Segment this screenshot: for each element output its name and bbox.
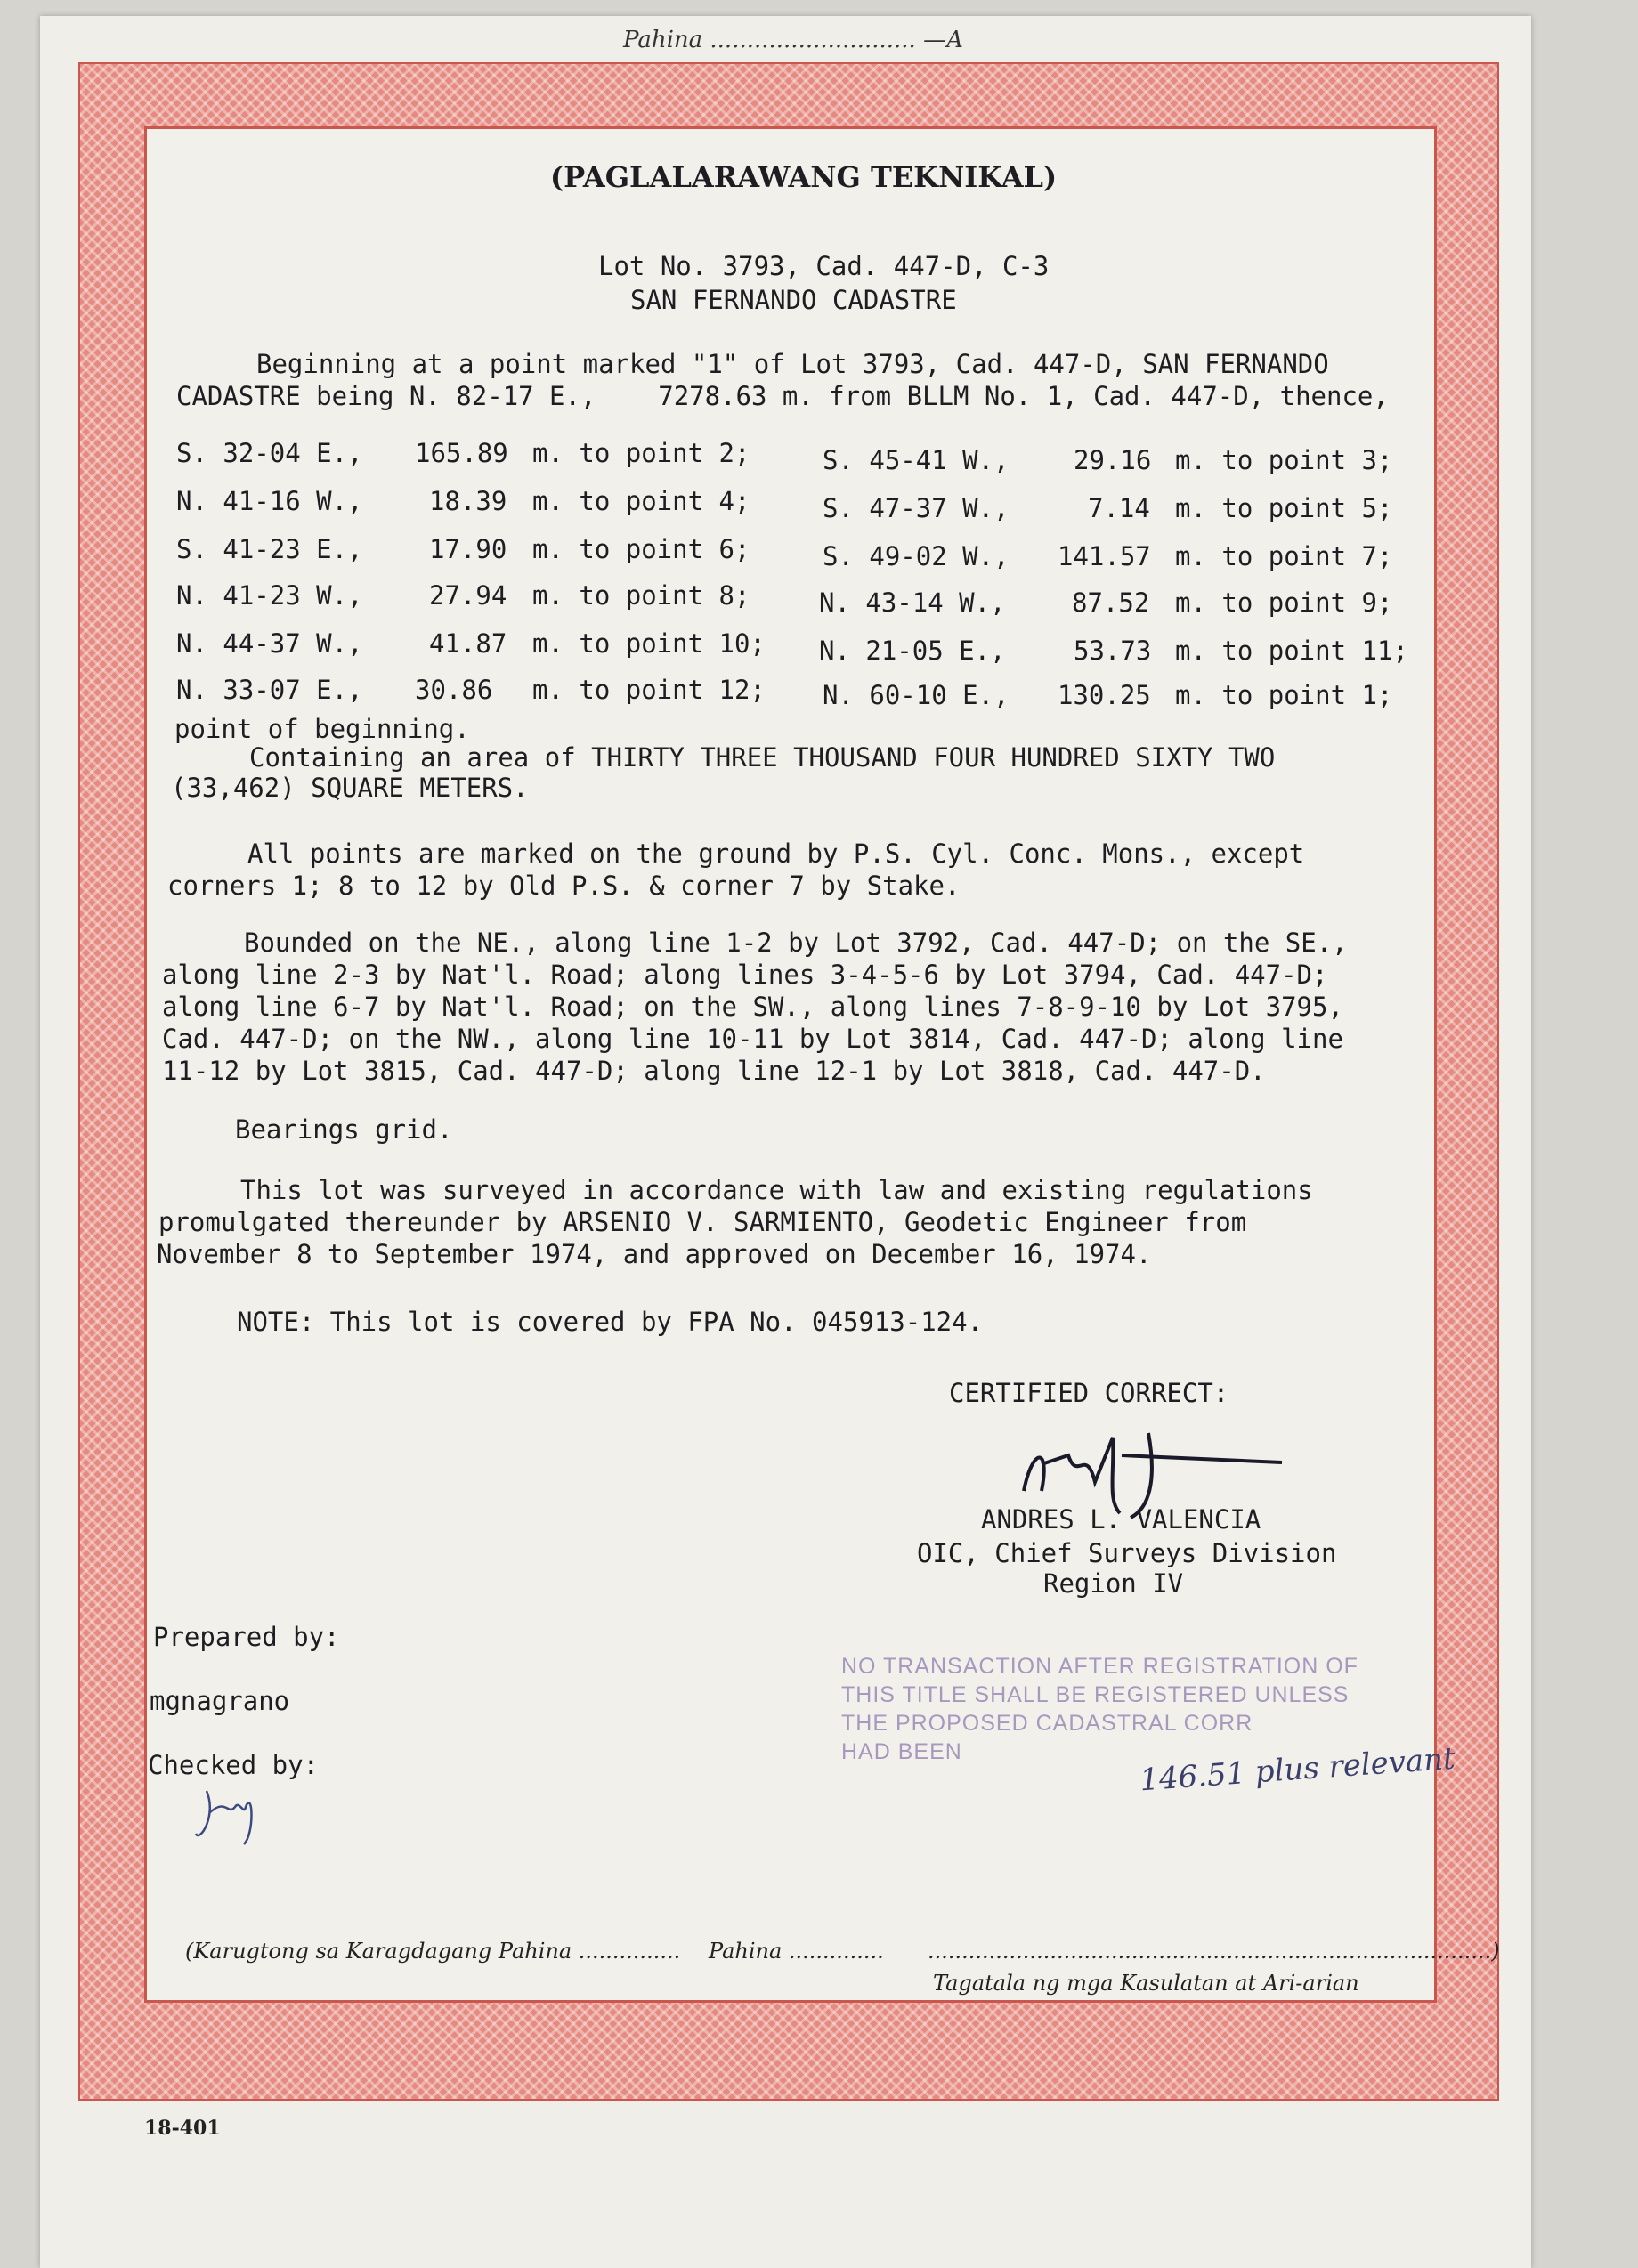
- course-to-point: m. to point 11;: [1175, 636, 1408, 666]
- area-line-2: (33,462) SQUARE METERS.: [171, 773, 529, 803]
- boundary-line-3: along line 6-7 by Nat'l. Road; on the SW., along lines 7-8-9-10 by Lot 3795,: [162, 992, 1343, 1022]
- course-bearing: N. 43-14 W.,: [819, 587, 1006, 618]
- handwritten-note: 146.51 plus relevant: [1139, 1740, 1456, 1799]
- area-line-1: Containing an area of THIRTY THREE THOUSAND FOUR HUNDRED SIXTY TWO: [249, 742, 1276, 773]
- registration-stamp-line-4: HAD BEEN: [841, 1739, 962, 1764]
- fpa-note: NOTE: This lot is covered by FPA No. 045913-124.: [237, 1307, 984, 1337]
- course-bearing: S. 45-41 W.,: [823, 445, 1010, 475]
- course-distance: 7.14: [1088, 493, 1150, 523]
- course-bearing: N. 41-16 W.,: [176, 486, 363, 516]
- course-bearing: N. 21-05 E.,: [819, 636, 1006, 666]
- prepared-by-label: Prepared by:: [153, 1622, 340, 1652]
- course-distance: 27.94: [429, 580, 507, 611]
- course-to-point: m. to point 5;: [1175, 493, 1393, 523]
- course-distance: 18.39: [429, 486, 507, 516]
- certified-correct: CERTIFIED CORRECT:: [949, 1378, 1229, 1408]
- boundary-line-2: along line 2-3 by Nat'l. Road; along lines 3-4-5-6 by Lot 3794, Cad. 447-D;: [162, 960, 1328, 990]
- course-to-point: m. to point 7;: [1175, 541, 1393, 571]
- boundary-line-5: 11-12 by Lot 3815, Cad. 447-D; along line 12-1 by Lot 3818, Cad. 447-D.: [162, 1056, 1266, 1086]
- footer-register-of-deeds: Tagatala ng mga Kasulatan at Ari-arian: [933, 1971, 1359, 1996]
- course-to-point: m. to point 4;: [532, 486, 750, 516]
- page-number-line: Pahina ............................ —A: [623, 27, 963, 53]
- course-to-point: m. to point 12;: [532, 675, 766, 705]
- beginning-line-2: CADASTRE being N. 82-17 E., 7278.63 m. from BLLM No. 1, Cad. 447-D, thence,: [176, 381, 1389, 411]
- form-number: 18-401: [144, 2117, 221, 2140]
- course-distance: 87.52: [1072, 587, 1150, 618]
- course-distance: 141.57: [1058, 541, 1151, 571]
- boundary-line-4: Cad. 447-D; on the NW., along line 10-11 by Lot 3814, Cad. 447-D; along line: [162, 1024, 1343, 1054]
- monuments-line-2: corners 1; 8 to 12 by Old P.S. & corner 7 by Stake.: [167, 871, 961, 901]
- course-to-point: m. to point 10;: [532, 628, 766, 659]
- point-of-beginning: point of beginning.: [174, 714, 470, 744]
- course-bearing: S. 41-23 E.,: [176, 534, 363, 564]
- course-bearing: N. 60-10 E.,: [823, 680, 1010, 710]
- registration-stamp-line-2: THIS TITLE SHALL BE REGISTERED UNLESS: [841, 1682, 1350, 1707]
- registration-stamp-line-1: NO TRANSACTION AFTER REGISTRATION OF: [841, 1654, 1358, 1679]
- course-to-point: m. to point 9;: [1175, 587, 1393, 618]
- signer-region: Region IV: [1043, 1568, 1184, 1599]
- lot-number: Lot No. 3793, Cad. 447-D, C-3: [598, 251, 1050, 281]
- signer-title: OIC, Chief Surveys Division: [917, 1538, 1337, 1568]
- preparer-initials: mgnagrano: [150, 1686, 290, 1716]
- course-to-point: m. to point 1;: [1175, 680, 1393, 710]
- monuments-line-1: All points are marked on the ground by P.S. Cyl. Conc. Mons., except: [247, 838, 1305, 869]
- course-bearing: S. 32-04 E.,: [176, 438, 363, 468]
- course-distance: 29.16: [1074, 445, 1152, 475]
- course-to-point: m. to point 8;: [532, 580, 750, 611]
- signer-name: ANDRES L. VALENCIA: [981, 1504, 1261, 1535]
- course-bearing: S. 47-37 W.,: [823, 493, 1010, 523]
- survey-line-1: This lot was surveyed in accordance with law and existing regulations: [240, 1175, 1313, 1205]
- course-distance: 17.90: [429, 534, 507, 564]
- course-distance: 41.87: [429, 628, 507, 659]
- course-distance: 53.73: [1074, 636, 1152, 666]
- cadastre-name: SAN FERNANDO CADASTRE: [630, 285, 957, 315]
- course-distance: 130.25: [1058, 680, 1151, 710]
- beginning-line-1: Beginning at a point marked "1" of Lot 3793, Cad. 447-D, SAN FERNANDO: [256, 349, 1329, 379]
- course-to-point: m. to point 3;: [1175, 445, 1393, 475]
- checker-initials-mark: [191, 1780, 271, 1851]
- course-bearing: S. 49-02 W.,: [823, 541, 1010, 571]
- bearings-note: Bearings grid.: [235, 1114, 453, 1145]
- footer-pahina: Pahina ..............: [709, 1939, 884, 1964]
- course-to-point: m. to point 6;: [532, 534, 750, 564]
- course-bearing: N. 41-23 W.,: [176, 580, 363, 611]
- course-distance: 165.89: [415, 438, 508, 468]
- course-distance: 30.86: [415, 675, 493, 705]
- footer-continuation: (Karugtong sa Karagdagang Pahina ...............: [185, 1939, 681, 1964]
- survey-line-3: November 8 to September 1974, and approved on December 16, 1974.: [157, 1239, 1152, 1269]
- registration-stamp-line-3: THE PROPOSED CADASTRAL CORR: [841, 1711, 1253, 1736]
- course-bearing: N. 44-37 W.,: [176, 628, 363, 659]
- document-title: (PAGLALARAWANG TEKNIKAL): [550, 160, 1058, 194]
- footer-signature-line: ...................................................................................): [928, 1939, 1500, 1964]
- checked-by-label: Checked by:: [148, 1750, 320, 1780]
- course-bearing: N. 33-07 E.,: [176, 675, 363, 705]
- survey-line-2: promulgated thereunder by ARSENIO V. SARMIENTO, Geodetic Engineer from: [158, 1207, 1247, 1237]
- boundary-line-1: Bounded on the NE., along line 1-2 by Lot 3792, Cad. 447-D; on the SE.,: [244, 927, 1348, 958]
- course-to-point: m. to point 2;: [532, 438, 750, 468]
